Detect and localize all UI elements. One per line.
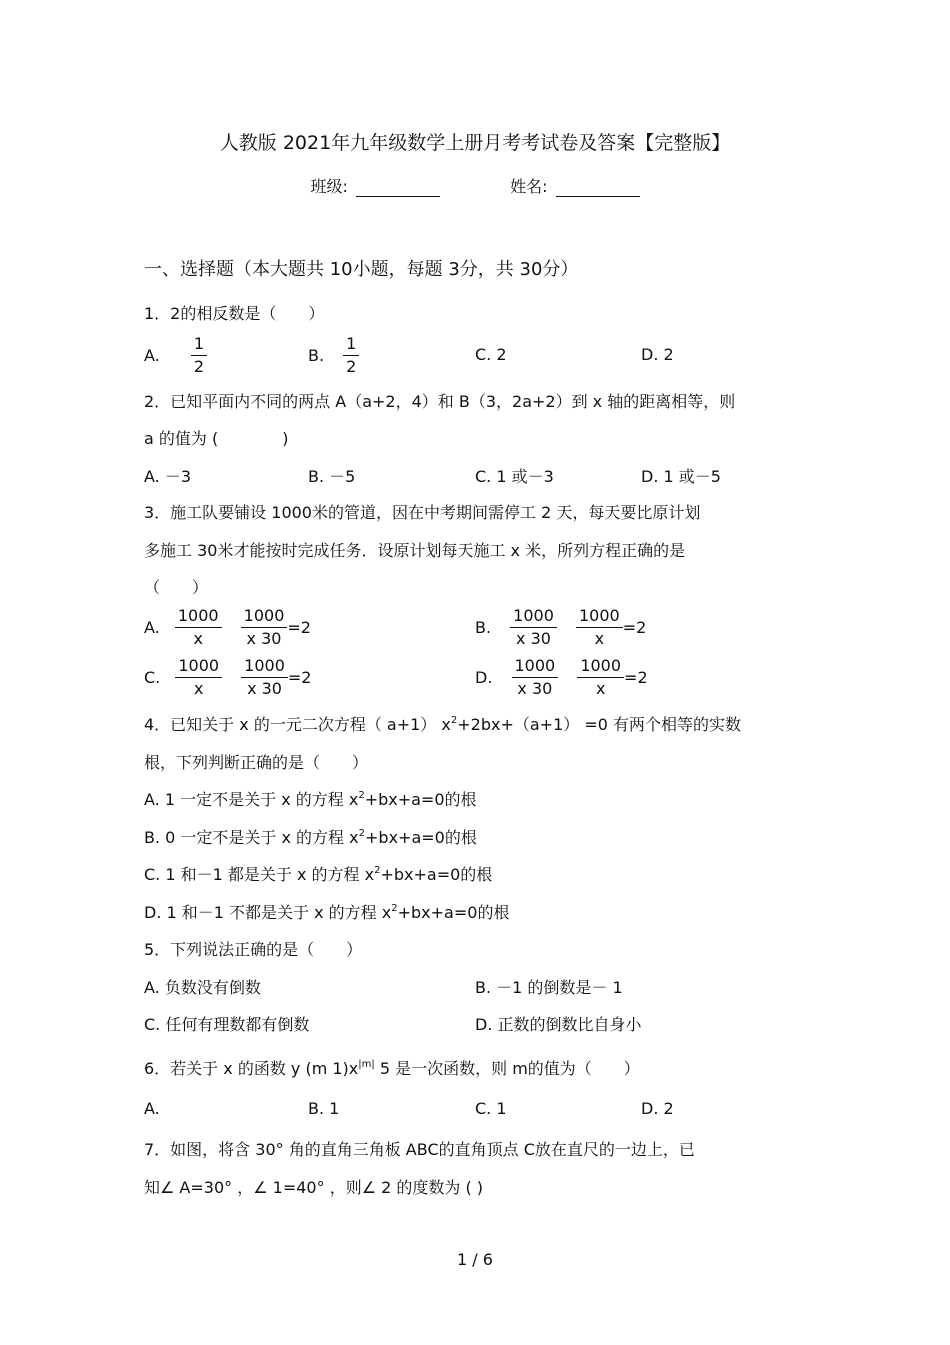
name-label: 姓名: (510, 177, 548, 196)
q3-c-fraction-1: $\frac{1000}{x}$ (175, 655, 222, 700)
q4-stem-line2: 根，下列判断正确的是（ ） (144, 753, 369, 772)
q3-option-d: D. $\frac{1000}{x 30}$ $\frac{1000}{x}$ =2 (475, 656, 648, 698)
q2-option-c: C. 1 或－3 (475, 467, 554, 486)
q2-stem-line1: 2．已知平面内不同的两点 A（a+2，4）和 B（3，2a+2）到 x 轴的距离相等，则 (144, 392, 736, 411)
q5-option-b: B. －1 的倒数是－ 1 (475, 978, 623, 997)
q3-option-c: C. $\frac{1000}{x}$ $\frac{1000}{x 30}$ =2 (144, 656, 312, 698)
q1-option-c: C. 2 (475, 345, 507, 364)
q3-option-b: B. $\frac{1000}{x 30}$ $\frac{1000}{x}$ =2 (475, 606, 647, 648)
q1-stem: 1．2的相反数是（ ） (144, 304, 325, 323)
q3-option-a: A. $\frac{1000}{x}$ $\frac{1000}{x 30}$ =2 (144, 606, 311, 648)
class-blank[interactable] (356, 178, 440, 197)
q4-option-c: C. 1 和－1 都是关于 x 的方程 $x^2+bx+a=0$的根 (144, 865, 493, 884)
q1-b-fraction: $\frac{1}{2}$ (343, 333, 359, 378)
q5-option-d: D. 正数的倒数比自身小 (475, 1015, 642, 1034)
q1-option-a: A. $\frac{1}{2}$ (144, 333, 211, 378)
q3-b-fraction-1: $\frac{1000}{x 30}$ (510, 605, 557, 650)
q6-option-a: A. (144, 1099, 160, 1118)
q3-d-fraction-1: $\frac{1000}{x 30}$ (512, 655, 559, 700)
q6-option-c: C. 1 (475, 1099, 507, 1118)
q4-option-a: A. 1 一定不是关于 x 的方程 $x^2+bx+a=0$的根 (144, 790, 477, 809)
q5-option-a: A. 负数没有倒数 (144, 978, 261, 997)
q3-stem-line2: 多施工 30米才能按时完成任务．设原计划每天施工 x 米，所列方程正确的是 (144, 541, 686, 560)
q3-d-fraction-2: $\frac{1000}{x}$ (577, 655, 624, 700)
q2-option-d: D. 1 或－5 (641, 467, 721, 486)
q1-option-b: B. $\frac{1}{2}$ (308, 333, 363, 378)
q7-stem-line2: 知∠ A=30° ，∠ 1=40° ，则∠ 2 的度数为 ( ) (144, 1178, 484, 1197)
q4-stem-line1: 4．已知关于 x 的一元二次方程（ a+1） $x^2+2bx+(a+1) =0$ 有两个相等的实数 (144, 715, 742, 734)
q1-a-fraction: $\frac{1}{2}$ (191, 333, 207, 378)
class-label: 班级: (310, 177, 348, 196)
page-number: 1 / 6 (457, 1250, 493, 1269)
q6-stem: 6．若关于 x 的函数 y (m $1)x^{|m|}$ 5 是一次函数，则 m的值为（ ） (144, 1059, 640, 1078)
q5-stem: 5．下列说法正确的是（ ） (144, 940, 363, 959)
section-heading: 一、选择题（本大题共 10小题，每题 3分，共 30分） (144, 259, 579, 280)
q3-a-fraction-2: $\frac{1000}{x 30}$ (241, 605, 288, 650)
q6-option-d: D. 2 (641, 1099, 674, 1118)
q4-option-b: B. 0 一定不是关于 x 的方程 $x^2+bx+a=0$的根 (144, 828, 477, 847)
q3-stem-line1: 3．施工队要铺设 1000米的管道，因在中考期间需停工 2 天，每天要比原计划 (144, 503, 701, 522)
q3-b-fraction-2: $\frac{1000}{x}$ (576, 605, 623, 650)
q2-option-b: B. －5 (308, 467, 356, 486)
q2-stem-line2: a 的值为 ( ) (144, 429, 289, 448)
page-title: 人教版 2021年九年级数学上册月考考试卷及答案【完整版】 (219, 132, 731, 154)
q3-stem-line3: （ ） (144, 578, 209, 597)
q5-option-c: C. 任何有理数都有倒数 (144, 1015, 310, 1034)
q3-a-fraction-1: $\frac{1000}{x}$ (175, 605, 222, 650)
q2-option-a: A. －3 (144, 467, 192, 486)
q7-stem-line1: 7．如图，将含 30° 角的直角三角板 ABC的直角顶点 C放在直尺的一边上，已 (144, 1140, 695, 1159)
student-info-row (0, 174, 950, 197)
name-blank[interactable] (556, 178, 640, 197)
q4-option-d: D. 1 和－1 不都是关于 x 的方程 $x^2+bx+a=0$的根 (144, 903, 510, 922)
q3-c-fraction-2: $\frac{1000}{x 30}$ (241, 655, 288, 700)
q1-option-d: D. 2 (641, 345, 674, 364)
q6-option-b: B. 1 (308, 1099, 340, 1118)
